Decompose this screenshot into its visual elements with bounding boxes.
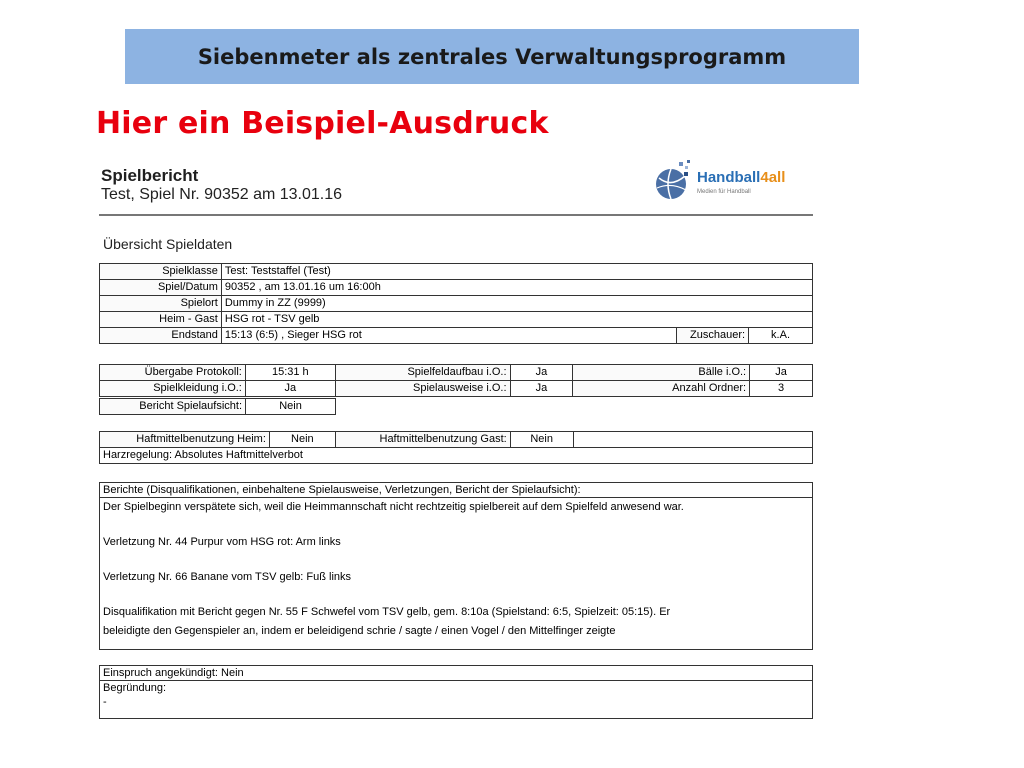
logo-brand: Handball xyxy=(697,169,761,186)
balls-label: Bälle i.O.: xyxy=(573,365,750,381)
score-value: 15:13 (6:5) , Sieger HSG rot xyxy=(221,328,676,344)
protest-reason-value: - xyxy=(103,696,107,708)
score-label: Endstand xyxy=(100,328,222,344)
table-row xyxy=(100,432,813,448)
date-label: Spiel/Datum xyxy=(100,280,222,296)
section-title: Übersicht Spieldaten xyxy=(103,236,233,252)
table-row xyxy=(100,296,813,312)
resin-rule: Harzregelung: Absolutes Haftmittelverbot xyxy=(100,448,813,464)
table-row xyxy=(100,312,813,328)
protocol-value: 15:31 h xyxy=(245,365,335,381)
kit-label: Spielkleidung i.O.: xyxy=(100,381,246,397)
checks-table xyxy=(99,364,813,397)
report-line: Der Spielbeginn verspätete sich, weil die Heimmannschaft nicht rechtzeitig spielbereit auf dem Spielfeld anwesend war. xyxy=(103,501,684,513)
handball-ball-icon xyxy=(651,160,695,204)
table-row xyxy=(100,448,813,464)
stewards-label: Anzahl Ordner: xyxy=(573,381,750,397)
table-row xyxy=(100,280,813,296)
venue-value: Dummy in ZZ (9999) xyxy=(221,296,812,312)
supervision-value: Nein xyxy=(246,399,336,415)
slide-heading: Hier ein Beispiel-Ausdruck xyxy=(96,106,549,141)
logo-suffix: all xyxy=(768,169,786,186)
spectators-label: Zuschauer: xyxy=(677,328,749,344)
stewards-value: 3 xyxy=(750,381,813,397)
report-title: Spielbericht xyxy=(101,166,199,185)
logo-tagline: Medien für Handball xyxy=(697,189,751,195)
venue-label: Spielort xyxy=(100,296,222,312)
report-line: beleidigte den Gegenspieler an, indem er beleidigend schrie / sagte / einen Vogel / den Mittelfinger zeigte xyxy=(103,625,616,637)
report-document xyxy=(99,160,813,720)
table-row xyxy=(100,365,813,381)
resin-home-label: Haftmittelbenutzung Heim: xyxy=(100,432,270,448)
logo-num: 4 xyxy=(760,169,769,186)
protocol-label: Übergabe Protokoll: xyxy=(100,365,246,381)
balls-value: Ja xyxy=(750,365,813,381)
handball4all-logo xyxy=(651,154,811,210)
class-value: Test: Teststaffel (Test) xyxy=(221,264,812,280)
protest-reason-label: Begründung: xyxy=(103,682,166,694)
protest-announced: Einspruch angekündigt: Nein xyxy=(100,666,812,681)
game-data-table xyxy=(99,263,813,344)
report-line: Verletzung Nr. 44 Purpur vom HSG rot: Arm links xyxy=(103,536,341,548)
slide-banner-title: Siebenmeter als zentrales Verwaltungsprogramm xyxy=(197,44,787,69)
resin-guest-value: Nein xyxy=(510,432,573,448)
ids-value: Ja xyxy=(510,381,573,397)
resin-guest-label: Haftmittelbenutzung Gast: xyxy=(335,432,510,448)
table-row xyxy=(100,264,813,280)
report-subtitle: Test, Spiel Nr. 90352 am 13.01.16 xyxy=(101,186,343,203)
ids-label: Spielausweise i.O.: xyxy=(335,381,510,397)
table-row xyxy=(100,381,813,397)
table-row xyxy=(100,328,813,344)
slide-banner xyxy=(125,29,859,84)
report-line: Disqualifikation mit Bericht gegen Nr. 55 F Schwefel vom TSV gelb, gem. 8:10a (Spielstand: 6:5, Spielzeit: 05:15). Er xyxy=(103,606,671,618)
table-row xyxy=(100,399,336,415)
resin-home-value: Nein xyxy=(269,432,335,448)
supervision-table xyxy=(99,398,336,415)
resin-empty-cell xyxy=(573,432,812,448)
field-label: Spielfeldaufbau i.O.: xyxy=(335,365,510,381)
class-label: Spielklasse xyxy=(100,264,222,280)
reports-box xyxy=(99,482,813,650)
report-line: Verletzung Nr. 66 Banane vom TSV gelb: Fuß links xyxy=(103,571,352,583)
field-value: Ja xyxy=(510,365,573,381)
spectators-value: k.A. xyxy=(749,328,813,344)
teams-label: Heim - Gast xyxy=(100,312,222,328)
kit-value: Ja xyxy=(245,381,335,397)
supervision-label: Bericht Spielaufsicht: xyxy=(100,399,246,415)
date-value: 90352 , am 13.01.16 um 16:00h xyxy=(221,280,812,296)
reports-header: Berichte (Disqualifikationen, einbehaltene Spielausweise, Verletzungen, Bericht der Spielaufsicht): xyxy=(100,483,812,498)
teams-value: HSG rot - TSV gelb xyxy=(221,312,812,328)
protest-box xyxy=(99,665,813,719)
logo-wordmark xyxy=(697,169,785,186)
resin-table xyxy=(99,431,813,464)
header-divider xyxy=(99,214,813,216)
